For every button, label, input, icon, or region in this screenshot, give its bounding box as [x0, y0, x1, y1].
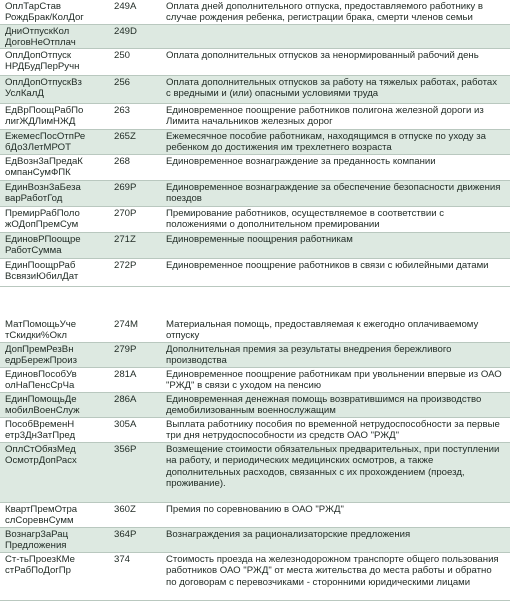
- row-description: Оплата дополнительных отпусков за ненормированный рабочий день: [166, 50, 479, 61]
- table-row: [0, 443, 510, 503]
- row-name: ЕжемесПосОтпРе бДо3ЛетМРОТ: [5, 131, 86, 154]
- row-name: ЕдиновРПоощре РаботСумма: [5, 234, 81, 257]
- row-code: 270Р: [114, 208, 137, 219]
- row-code: 279Р: [114, 344, 137, 355]
- table-row: [0, 76, 510, 104]
- row-code: 249А: [114, 1, 137, 12]
- row-description: Ежемесячное пособие работникам, находящимся в отпуске по уходу за ребенком до достижения им трехлетнего возраста: [166, 131, 486, 154]
- row-description: Единовременное вознаграждение за обеспечение безопасности движения поездов: [166, 182, 501, 205]
- row-description: Возмещение стоимости обязательных предварительных, при поступлении на работу, и периодических медицинских осмотров, а также дополнительных расходов, связанных с их прохождением (проезд, проживание).: [166, 444, 500, 489]
- row-name: Вознагр3аРац Предложения: [5, 529, 69, 552]
- row-description: Премирование работников, осуществляемое в соответствии с положениями о дополнительном премировании: [166, 208, 445, 231]
- table-row: [0, 528, 510, 553]
- payment-codes-table-bottom: [0, 318, 510, 601]
- row-description: Оплата дополнительных отпусков за работу на тяжелых работах, работах с вредными и (или) опасными условиями труда: [166, 77, 498, 100]
- row-code: 356Р: [114, 444, 137, 455]
- row-name: ПремирРабПоло жОДопПремСум: [5, 208, 80, 231]
- row-code: 271Z: [114, 234, 136, 245]
- table-row: [0, 25, 510, 49]
- row-description: Дополнительная премия за результаты внедрения бережливого производства: [166, 344, 452, 367]
- table-row: [0, 49, 510, 76]
- table-row: [0, 368, 510, 393]
- row-code: 263: [114, 105, 131, 116]
- row-code: 374: [114, 554, 131, 565]
- row-name: ЕдинВозн3аБеза варРаботГод: [5, 182, 81, 205]
- row-code: 274М: [114, 319, 138, 330]
- table-row: [0, 233, 510, 259]
- row-description: Оплата дней дополнительного отпуска, предоставляемого работнику в случае рождения ребенка, регистрации брака, смерти членов семьи: [166, 1, 483, 24]
- table-row: [0, 343, 510, 368]
- row-code: 305А: [114, 419, 137, 430]
- row-code: 272Р: [114, 260, 137, 271]
- payment-codes-table-top: [0, 0, 510, 287]
- table-row: [0, 155, 510, 181]
- row-name: МатПомощьУче тСкидки%Окл: [5, 319, 77, 342]
- row-code: 269Р: [114, 182, 137, 193]
- row-code: 360Z: [114, 504, 136, 515]
- row-description: Единовременное поощрение работникам при увольнении впервые из ОАО "РЖД" в связи с уходом на пенсию: [166, 369, 502, 392]
- section-gap: [0, 298, 510, 318]
- row-name: ЕдинПомощьДе мобилВоенСлуж: [5, 394, 80, 417]
- table-row: [0, 0, 510, 25]
- row-name: КвартПремОтра слСоревнСумм: [5, 504, 78, 527]
- table-row: [0, 130, 510, 155]
- row-code: 281А: [114, 369, 137, 380]
- row-description: Материальная помощь, предоставляемая к ежегодно оплачиваемому отпуску: [166, 319, 479, 342]
- row-name: ДопПремРезВн едрБережПроиз: [5, 344, 77, 367]
- row-code: 364Р: [114, 529, 137, 540]
- table-row: [0, 418, 510, 443]
- row-description: Единовременное поощрение работников в связи с юбилейными датами: [166, 260, 489, 271]
- row-description: Единовременные поощрения работникам: [166, 234, 353, 245]
- row-description: Стоимость проезда на железнодорожном транспорте общего пользования работников ОАО "РЖД" от места жительства до места работы и обратно по договорам с перевозчиками - сторонними юридическими лицами: [166, 554, 499, 588]
- row-name: Ст-тьПроезКМе стРабПоДогПр: [5, 554, 76, 577]
- row-name: ЕдВрПоощРабПо лигЖДЛимНЖД: [5, 105, 84, 128]
- row-name: ОплДопОтпускВз УслКалД: [5, 77, 82, 100]
- row-description: [156, 25, 510, 26]
- row-code: 249D: [114, 26, 137, 37]
- table-row: [0, 318, 510, 343]
- row-code: 265Z: [114, 131, 136, 142]
- table-row: [0, 393, 510, 418]
- table-row: [0, 207, 510, 233]
- row-code: 268: [114, 156, 131, 167]
- row-code: 286А: [114, 394, 137, 405]
- table-row: [0, 181, 510, 207]
- row-description: Вознаграждения за рационализаторские предложения: [166, 529, 411, 540]
- row-name: ЕдиновПособУв олНаПенсСрЧа: [5, 369, 77, 392]
- row-description: Выплата работнику пособия по временной нетрудоспособности за первые три дня нетрудоспособности из средств ОАО "РЖД": [166, 419, 500, 442]
- row-name: ЕдинПоощрРаб ВсвязиЮбилДат: [5, 260, 79, 283]
- row-name: ОплСтОбязМед ОсмотрДопРасх: [5, 444, 77, 467]
- row-name: ДниОтпускКол ДоговНеОтплач: [5, 26, 76, 49]
- row-code: 256: [114, 77, 131, 88]
- row-code: 250: [114, 50, 131, 61]
- row-description: Единовременное поощрение работников полигона железной дороги из Лимита начальников железных дорог: [166, 105, 484, 128]
- row-name: ОплДопОтпуск НРДБудПерРучн: [5, 50, 80, 73]
- table-row: [0, 259, 510, 287]
- row-name: ПособВременН етр3ДнЗатПред: [5, 419, 76, 442]
- table-row: [0, 503, 510, 528]
- row-description: Единовременное вознаграждение за преданность компании: [166, 156, 436, 167]
- row-description: Премия по соревнованию в ОАО "РЖД": [166, 504, 344, 515]
- row-name: ОплТарСтав РождБрак/КолДог: [5, 1, 84, 24]
- table-row: [0, 104, 510, 130]
- row-description: Единовременная денежная помощь возвратившимся на производство демобилизованным военнослужащим: [166, 394, 482, 417]
- table-row: [0, 553, 510, 601]
- row-name: ЕдВозн3аПредаК омпанСумФПК: [5, 156, 83, 179]
